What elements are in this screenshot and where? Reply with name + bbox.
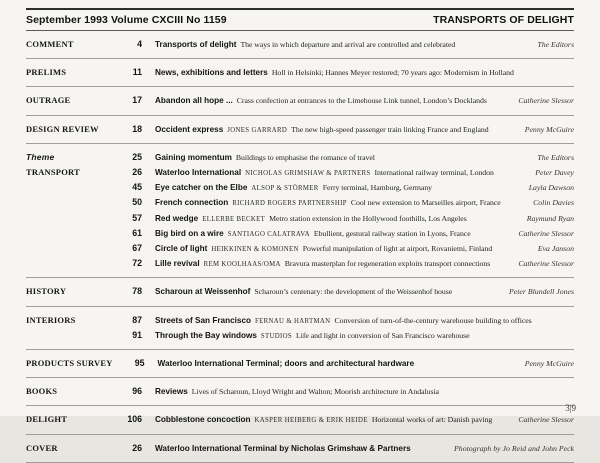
toc-row: [26, 65, 574, 80]
contents-section: [26, 144, 574, 279]
author-credit: Catherine Slessor: [518, 96, 574, 106]
section-label: PRODUCTS SURVEY: [26, 358, 113, 369]
article-entry: [155, 241, 492, 256]
section-label: BOOKS: [26, 386, 58, 397]
issue-info: September 1993 Volume CXCIII No 1159: [26, 14, 227, 26]
author-credit: Penny McGuire: [524, 359, 574, 369]
section-label: TRANSPORT: [26, 167, 80, 178]
contents-list: [26, 31, 574, 463]
article-description: Buildings to emphasise the romance of travel: [235, 152, 375, 162]
article-description: Holl in Helsinki; Hannes Meyer restored; 70 years ago: Modernism in Holland: [271, 68, 514, 78]
article-entry: [155, 150, 375, 165]
architect-name: KASPER HEIBERG & ERIK HEIDE: [254, 417, 368, 425]
section-label: COMMENT: [26, 39, 74, 49]
contents-section: [26, 435, 574, 463]
toc-row: [26, 356, 574, 371]
author-credit: Colin Davies: [533, 198, 574, 208]
architect-name: REM KOOLHAAS/OMA: [203, 261, 281, 269]
article-description: Powerful manipulation of light at airport, Rovaniemi, Finland: [302, 244, 493, 254]
article-description: Bravura masterplan for regeneration exploits transport connections: [284, 259, 491, 269]
article-title: French connection: [155, 198, 229, 208]
page-number: 4: [137, 39, 142, 49]
contents-section: [26, 31, 574, 59]
author-credit: Penny McGuire: [524, 124, 574, 134]
author-credit: Photograph by Jo Reid and John Peck: [454, 443, 574, 453]
toc-row: [26, 256, 574, 271]
toc-row: [26, 93, 574, 108]
toc-row: [26, 328, 574, 343]
section-label: Theme: [26, 151, 55, 162]
article-description: Metro station extension in the Hollywood foothills, Los Angeles: [269, 213, 467, 223]
article-entry: [155, 93, 487, 108]
page-number: 91: [132, 329, 142, 340]
article-entry: [155, 122, 489, 137]
author-credit: The Editors: [537, 152, 574, 162]
contents-section: [26, 350, 574, 378]
page-number: 87: [132, 314, 142, 325]
article-description: Crass confection at entrances to the Limehouse Link tunnel, London’s Docklands: [236, 96, 487, 106]
article-description: Cool new extension to Marseilles airport, France: [350, 198, 501, 208]
section-label: INTERIORS: [26, 314, 76, 325]
architect-name: SANTIAGO CALATRAVA: [227, 230, 310, 238]
page-number: 61: [132, 227, 142, 238]
article-entry: [155, 412, 492, 427]
article-title: Occident express: [155, 124, 224, 134]
article-title: Circle of light: [155, 244, 208, 254]
contents-section: [26, 406, 574, 434]
page-number: 78: [132, 286, 142, 297]
page-number: 72: [132, 258, 142, 269]
page-number: 11: [132, 67, 142, 78]
contents-section: [26, 87, 574, 115]
page-number: 45: [132, 182, 142, 193]
article-title: Waterloo International: [155, 168, 242, 178]
article-title: Cobblestone concoction: [155, 415, 251, 425]
article-title: Gaining momentum: [155, 152, 232, 162]
page-number: 50: [132, 197, 142, 208]
toc-row: [26, 195, 574, 210]
author-credit: The Editors: [537, 40, 574, 49]
article-entry: [155, 65, 514, 80]
article-title: Waterloo International Terminal; doors and architectural hardware: [157, 359, 415, 369]
article-description: Life and light in conversion of San Francisco warehouse: [296, 330, 470, 340]
toc-row: [26, 284, 574, 299]
architect-name: ELLERBE BECKET: [202, 215, 266, 223]
article-title: Big bird on a wire: [155, 228, 224, 238]
toc-row: [26, 384, 574, 399]
author-credit: Eva Janson: [537, 244, 574, 254]
architect-name: RICHARD ROGERS PARTNERSHIP: [232, 200, 347, 208]
contents-section: [26, 116, 574, 144]
page-number: 26: [132, 442, 142, 453]
architect-name: ALSOP & STÖRMER: [251, 185, 319, 193]
author-credit: Raymund Ryan: [526, 213, 574, 223]
page-number: 18: [132, 123, 142, 134]
article-entry: [155, 37, 455, 52]
article-title: Transports of delight: [155, 40, 237, 49]
contents-section: [26, 278, 574, 306]
page-number: 67: [132, 243, 142, 254]
article-entry: [155, 313, 532, 328]
contents-section: [26, 307, 574, 350]
article-entry: [158, 356, 415, 371]
page-number: 26: [132, 167, 142, 178]
page-number: 25: [132, 151, 142, 162]
article-description: International railway terminal, London: [374, 168, 494, 178]
article-entry: [155, 284, 452, 299]
toc-row: [26, 241, 574, 256]
article-title: Through the Bay windows: [155, 330, 257, 340]
section-label: DELIGHT: [26, 414, 68, 425]
magazine-title: TRANSPORTS OF DELIGHT: [433, 14, 574, 26]
author-credit: Layla Dawson: [528, 183, 574, 193]
section-label: DESIGN REVIEW: [26, 123, 99, 134]
toc-row: [26, 313, 574, 328]
article-entry: [155, 328, 470, 343]
article-title: Eye catcher on the Elbe: [155, 183, 248, 193]
page-number: 95: [134, 358, 145, 369]
article-entry: [155, 165, 494, 180]
author-credit: Peter Blundell Jones: [509, 287, 574, 297]
page-number: 96: [132, 386, 142, 397]
toc-row: [26, 412, 574, 427]
article-title: Reviews: [155, 387, 188, 397]
masthead: [26, 10, 574, 31]
section-label: PRELIMS: [26, 67, 67, 78]
toc-row: [26, 150, 574, 165]
toc-row: [26, 122, 574, 137]
article-description: Ferry terminal, Hamburg, Germany: [322, 183, 433, 193]
article-title: Abandon all hope ...: [155, 96, 233, 106]
architect-name: JONES GARRARD: [227, 126, 288, 134]
page-number: 17: [132, 95, 142, 106]
page-number: 106: [127, 414, 142, 425]
author-credit: Catherine Slessor: [518, 259, 574, 269]
author-credit: Peter Davey: [535, 168, 574, 178]
toc-row: [26, 211, 574, 226]
architect-name: FERNAU & HARTMAN: [255, 317, 331, 325]
architect-name: HEIKKINEN & KOMONEN: [211, 246, 299, 254]
article-title: Lille revival: [155, 259, 200, 269]
article-title: News, exhibitions and letters: [155, 68, 268, 78]
section-label: COVER: [26, 442, 58, 453]
article-description: Scharoun’s centenary: the development of the Weissenhof house: [254, 287, 453, 297]
toc-row: [26, 441, 574, 456]
author-credit: Catherine Slessor: [518, 228, 574, 238]
article-entry: [155, 256, 490, 271]
page-number: 57: [132, 212, 142, 223]
article-title: Scharoun at Weissenhof: [155, 287, 251, 297]
architect-name: STUDIOS: [260, 332, 293, 340]
article-entry: [155, 180, 432, 195]
article-description: The ways in which departure and arrival are controlled and celebrated: [240, 40, 456, 49]
article-description: Conversion of turn-of-the-century warehouse building to offices: [334, 315, 532, 325]
article-description: Lives of Scharoun, Lloyd Wright and Walton; Moorish architecture in Andalusia: [191, 387, 439, 397]
author-credit: Catherine Slessor: [518, 415, 574, 425]
article-entry: [155, 226, 471, 241]
toc-row: [26, 37, 574, 52]
article-title: Waterloo International Terminal by Nicholas Grimshaw & Partners: [155, 443, 411, 453]
article-description: Horizontal works of art: Danish paving: [371, 415, 493, 425]
article-description: Ebullient, gestural railway station in Lyons, France: [313, 228, 471, 238]
article-title: Streets of San Francisco: [155, 315, 252, 325]
article-description: The new high-speed passenger train linking France and England: [291, 124, 489, 134]
contents-section: [26, 378, 574, 406]
section-label: OUTRAGE: [26, 95, 71, 106]
toc-row: [26, 180, 574, 195]
article-title: Red wedge: [155, 213, 199, 223]
article-entry: [155, 441, 411, 456]
article-entry: [155, 195, 501, 210]
article-entry: [155, 384, 439, 399]
architect-name: NICHOLAS GRIMSHAW & PARTNERS: [245, 170, 371, 178]
section-label: HISTORY: [26, 286, 67, 297]
contents-section: [26, 59, 574, 87]
folio-page-number: 3|9: [565, 403, 576, 413]
toc-row: [26, 165, 574, 180]
